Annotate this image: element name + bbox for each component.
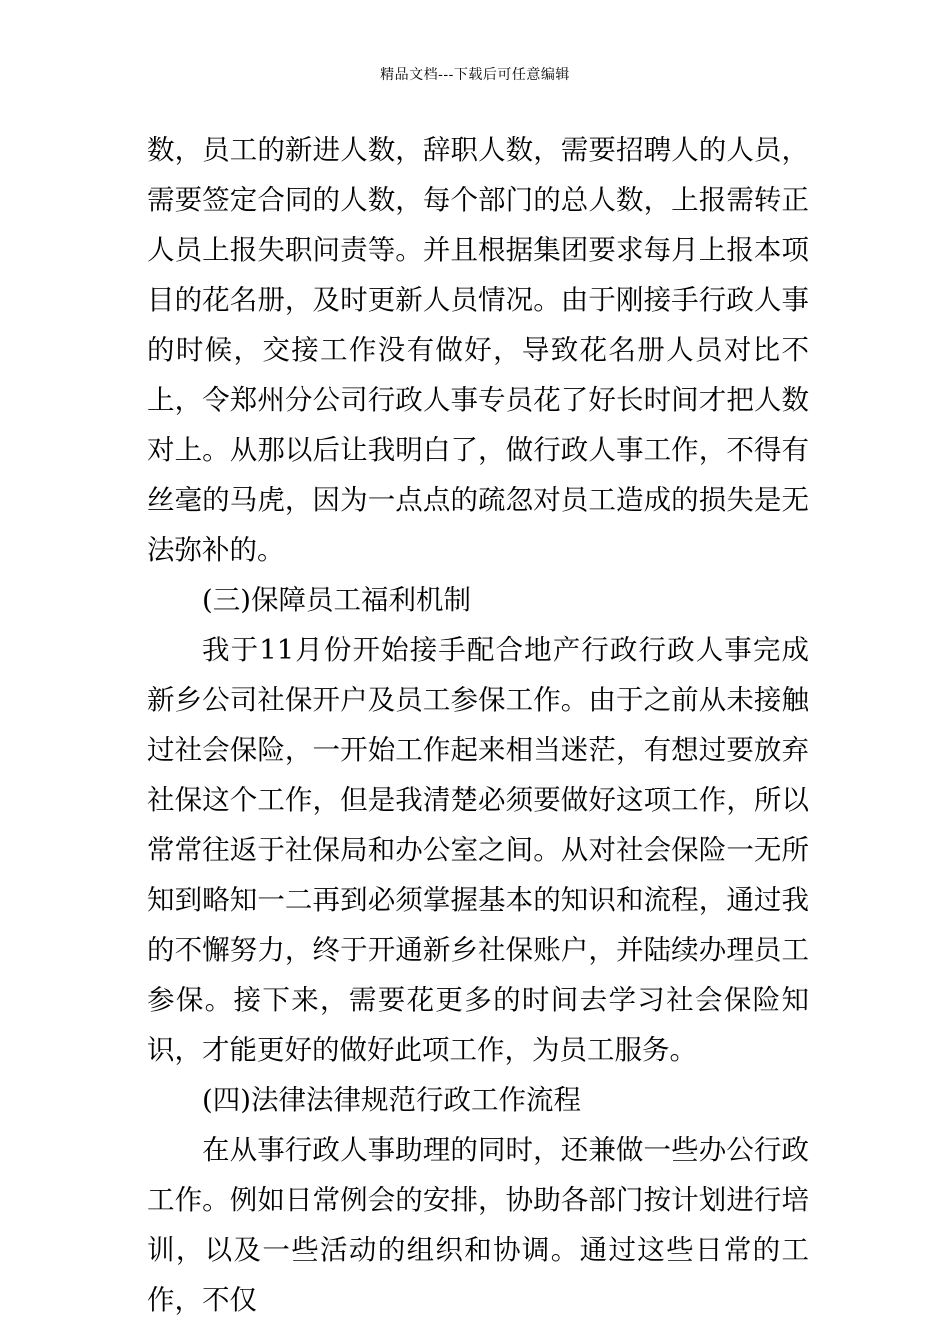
paragraph-admin-work: 在从事行政人事助理的同时，还兼做一些办公行政工作。例如日常例会的安排，协助各部门按计划进行培训，以及一些活动的组织和协调。通过这些日常的工作，不仅 <box>147 1134 809 1316</box>
page-header: 精品文档---下载后可任意编辑 <box>380 67 570 83</box>
document-body <box>147 125 809 1325</box>
section-heading-4: (四)法律法律规范行政工作流程 <box>202 1084 581 1116</box>
paragraph-social-insurance: 我于11月份开始接手配合地产行政行政人事完成新乡公司社保开户及员工参保工作。由于之前从未接触过社会保险，一开始工作起来相当迷茫，有想过要放弃社保这个工作，但是我清楚必须要做好这项工作，所以常常往返于社保局和办公室之间。从对社会保险一无所知到略知一二再到必须掌握基本的知识和流程，通过我的不懈努力，终于开通新乡社保账户，并陆续办理员工参保。接下来，需要花更多的时间去学习社会保险知识，才能更好的做好此项工作，为员工服务。 <box>147 634 809 1066</box>
section-heading-3: (三)保障员工福利机制 <box>202 584 471 616</box>
paragraph-continuation: 数，员工的新进人数，辞职人数，需要招聘人的人员，需要签定合同的人数，每个部门的总人数，上报需转正人员上报失职问责等。并且根据集团要求每月上报本项目的花名册，及时更新人员情况。由于刚接手行政人事的时候，交接工作没有做好，导致花名册人员对比不上，令郑州分公司行政人事专员花了好长时间才把人数对上。从那以后让我明白了，做行政人事工作，不得有丝毫的马虎，因为一点点的疏忽对员工造成的损失是无法弥补的。 <box>147 134 809 566</box>
